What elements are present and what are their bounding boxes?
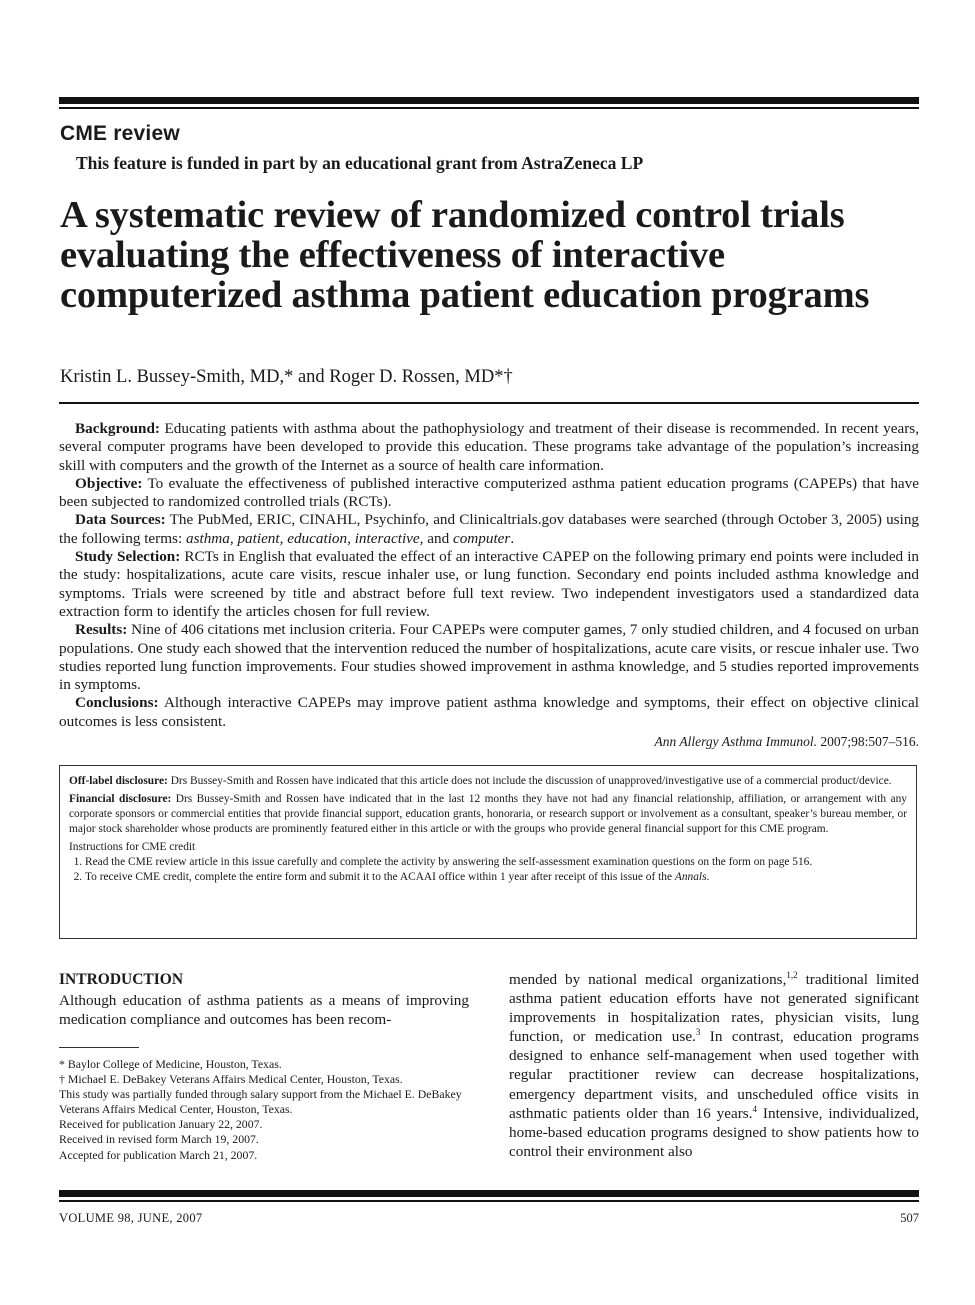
citation-superscript: 4	[752, 1103, 757, 1114]
abstract-text: Educating patients with asthma about the pathophysiology and treatment of their disease is recommended. In recent years, several computer programs have been developed to provide this education. These programs take advantage of the population’s increasing skill with computers and the growth of the Internet as a source of health care information.	[59, 420, 919, 474]
citation-superscript: 3	[695, 1027, 701, 1038]
body-text: In contrast, education programs designed to enhance self-management when used together with regular practitioner review can decrease hospitalizations, emergency department visits, and unscheduled office visits in asthmatic patients older than 16 years.	[509, 1028, 919, 1122]
intro-paragraph: Although education of asthma patients as a means of improving medication compliance and outcomes has been recom-	[59, 992, 469, 1029]
footnote-affiliation: † Michael E. DeBakey Veterans Affairs Medical Center, Houston, Texas.	[59, 1072, 403, 1087]
abstract-label: Background:	[75, 420, 160, 437]
disclosure-label: Financial disclosure:	[69, 793, 172, 805]
financial-disclosure	[69, 792, 907, 837]
abstract-text: .	[510, 529, 515, 547]
cme-instructions-list	[69, 855, 907, 885]
disclosure-text: Drs Bussey-Smith and Rossen have indicated that in the last 12 months they have not had any financial relationship, affiliation, or arrangement with any corporate sponsors or commercial entities that provide financial support, education grants, honoraria, or research support or involvement as a consultant, speaker’s bureau member, or major stock shareholder whose products are prominently featured either in this article or with the groups who provide general financial support for this CME program.	[69, 793, 907, 835]
journal-name: Ann Allergy Asthma Immunol.	[654, 734, 817, 750]
abstract-results	[59, 621, 919, 694]
abstract-study-selection	[59, 548, 919, 621]
title-rule	[59, 402, 919, 404]
top-rule-thick	[59, 97, 919, 104]
footnote-accepted: Accepted for publication March 21, 2007.	[59, 1147, 258, 1162]
abstract-text: Although interactive CAPEPs may improve patient asthma knowledge and symptoms, their effect on objective clinical outcomes is less consistent.	[59, 694, 919, 730]
search-terms: asthma, patient, education, interactive,	[185, 529, 424, 547]
abstract-label: Results:	[75, 621, 128, 639]
body-text: Intensive, individualized, home-based education programs designed to show patients how to control their environment also	[509, 1104, 919, 1160]
abstract-label: Data Sources:	[75, 511, 166, 529]
instruction-text: To receive CME credit, complete the entire form and submit it to the ACAAI office within 1 year after receipt of this issue of the	[85, 871, 673, 883]
abstract-label: Objective:	[75, 474, 143, 492]
journal-name: Annals	[674, 871, 707, 883]
search-term-last: computer	[452, 529, 511, 547]
footnote-revised: Received in revised form March 19, 2007.	[59, 1132, 259, 1147]
cme-instruction-item: 1. Read the CME review article in this issue carefully and complete the activity by answering the self-assessment examination questions on the form on page 516.	[85, 855, 907, 870]
abstract-text: and	[427, 529, 450, 547]
disclosure-label: Off-label disclosure:	[69, 775, 168, 787]
abstract-text: To evaluate the effectiveness of published interactive computerized asthma patient education programs (CAPEPs) that have been subjected to randomized controlled trials (RCTs).	[59, 474, 920, 511]
offlabel-disclosure	[69, 774, 907, 789]
body-text: mended by national medical organizations,	[509, 971, 787, 988]
footnote-received: Received for publication January 22, 2007.	[59, 1117, 263, 1132]
intro-heading: INTRODUCTION	[59, 971, 184, 988]
abstract-background	[59, 420, 919, 475]
footer-volume: VOLUME 98, JUNE, 2007	[59, 1211, 203, 1225]
disclosure-box	[59, 765, 917, 939]
cme-instruction-item	[85, 870, 907, 885]
footnote-rule	[59, 1047, 139, 1048]
abstract-text: The PubMed, ERIC, CINAHL, Psychinfo, and Clinicaltrials.gov databases were searched (through October 3, 2005) using the following terms:	[59, 511, 920, 547]
abstract-data-sources	[59, 511, 919, 548]
body-text: traditional limited asthma patient education efforts have not generated significant improvements in hospitalization rates, physician visits, lung function, or medication use.	[509, 971, 919, 1046]
footer-page-number: 507	[900, 1211, 919, 1225]
footnote-funding: This study was partially funded through salary support from the Michael E. DeBakey Veterans Affairs Medical Center, Houston, Texas.	[59, 1087, 462, 1117]
abstract-text: Nine of 406 citations met inclusion criteria. Four CAPEPs were computer games, 7 only studied children, and 4 focused on urban populations. One study each showed that the intervention reduced the number of hospitalizations, acute care visits, or rescue inhaler use. Two studies reported lung function improvements. Four studies showed improvement in asthma knowledge, and 5 studies reported improvements in symptoms.	[59, 621, 920, 694]
article-authors: Kristin L. Bussey-Smith, MD,* and Roger D. Rossen, MD*†	[60, 367, 513, 387]
journal-citation	[59, 731, 919, 753]
bottom-rule-thin	[59, 1200, 919, 1202]
cme-instructions-heading: Instructions for CME credit	[69, 841, 196, 853]
top-rule-thin	[59, 107, 919, 109]
footnotes	[59, 1057, 471, 1163]
article-title: A systematic review of randomized control trials evaluating the effectiveness of interactive computerized asthma patient education programs	[60, 194, 870, 316]
abstract-label: Conclusions:	[75, 694, 159, 712]
abstract	[59, 420, 919, 753]
citation-superscript: 1,2	[786, 969, 798, 980]
abstract-objective	[59, 475, 919, 512]
abstract-conclusions	[59, 694, 919, 731]
bottom-rule-thick	[59, 1190, 919, 1197]
intro-paragraph-continued	[509, 970, 919, 1161]
abstract-text: RCTs in English that evaluated the effect of an interactive CAPEP on the following primary end points were included in the study: hospitalizations, acute care visits, rescue inhaler use, or lung function. Secondary end points included asthma knowledge and symptoms. Trials were screened by title and abstract before full text review. Two independent investigators used a standardized data extraction form to identify the articles chosen for full review.	[59, 548, 920, 620]
citation-ref: 2007;98:507–516.	[820, 734, 919, 750]
body-column-left	[59, 970, 469, 1029]
instruction-text: .	[706, 871, 710, 883]
abstract-label: Study Selection:	[75, 548, 181, 566]
disclosure-text: Drs Bussey-Smith and Rossen have indicated that this article does not include the discussion of unapproved/investigative use of a commercial product/device.	[170, 775, 892, 787]
footnote-affiliation: * Baylor College of Medicine, Houston, Texas.	[59, 1057, 282, 1071]
section-label: CME review	[60, 122, 180, 145]
funding-note: This feature is funded in part by an educational grant from AstraZeneca LP	[76, 153, 644, 173]
body-column-right	[509, 970, 919, 1161]
